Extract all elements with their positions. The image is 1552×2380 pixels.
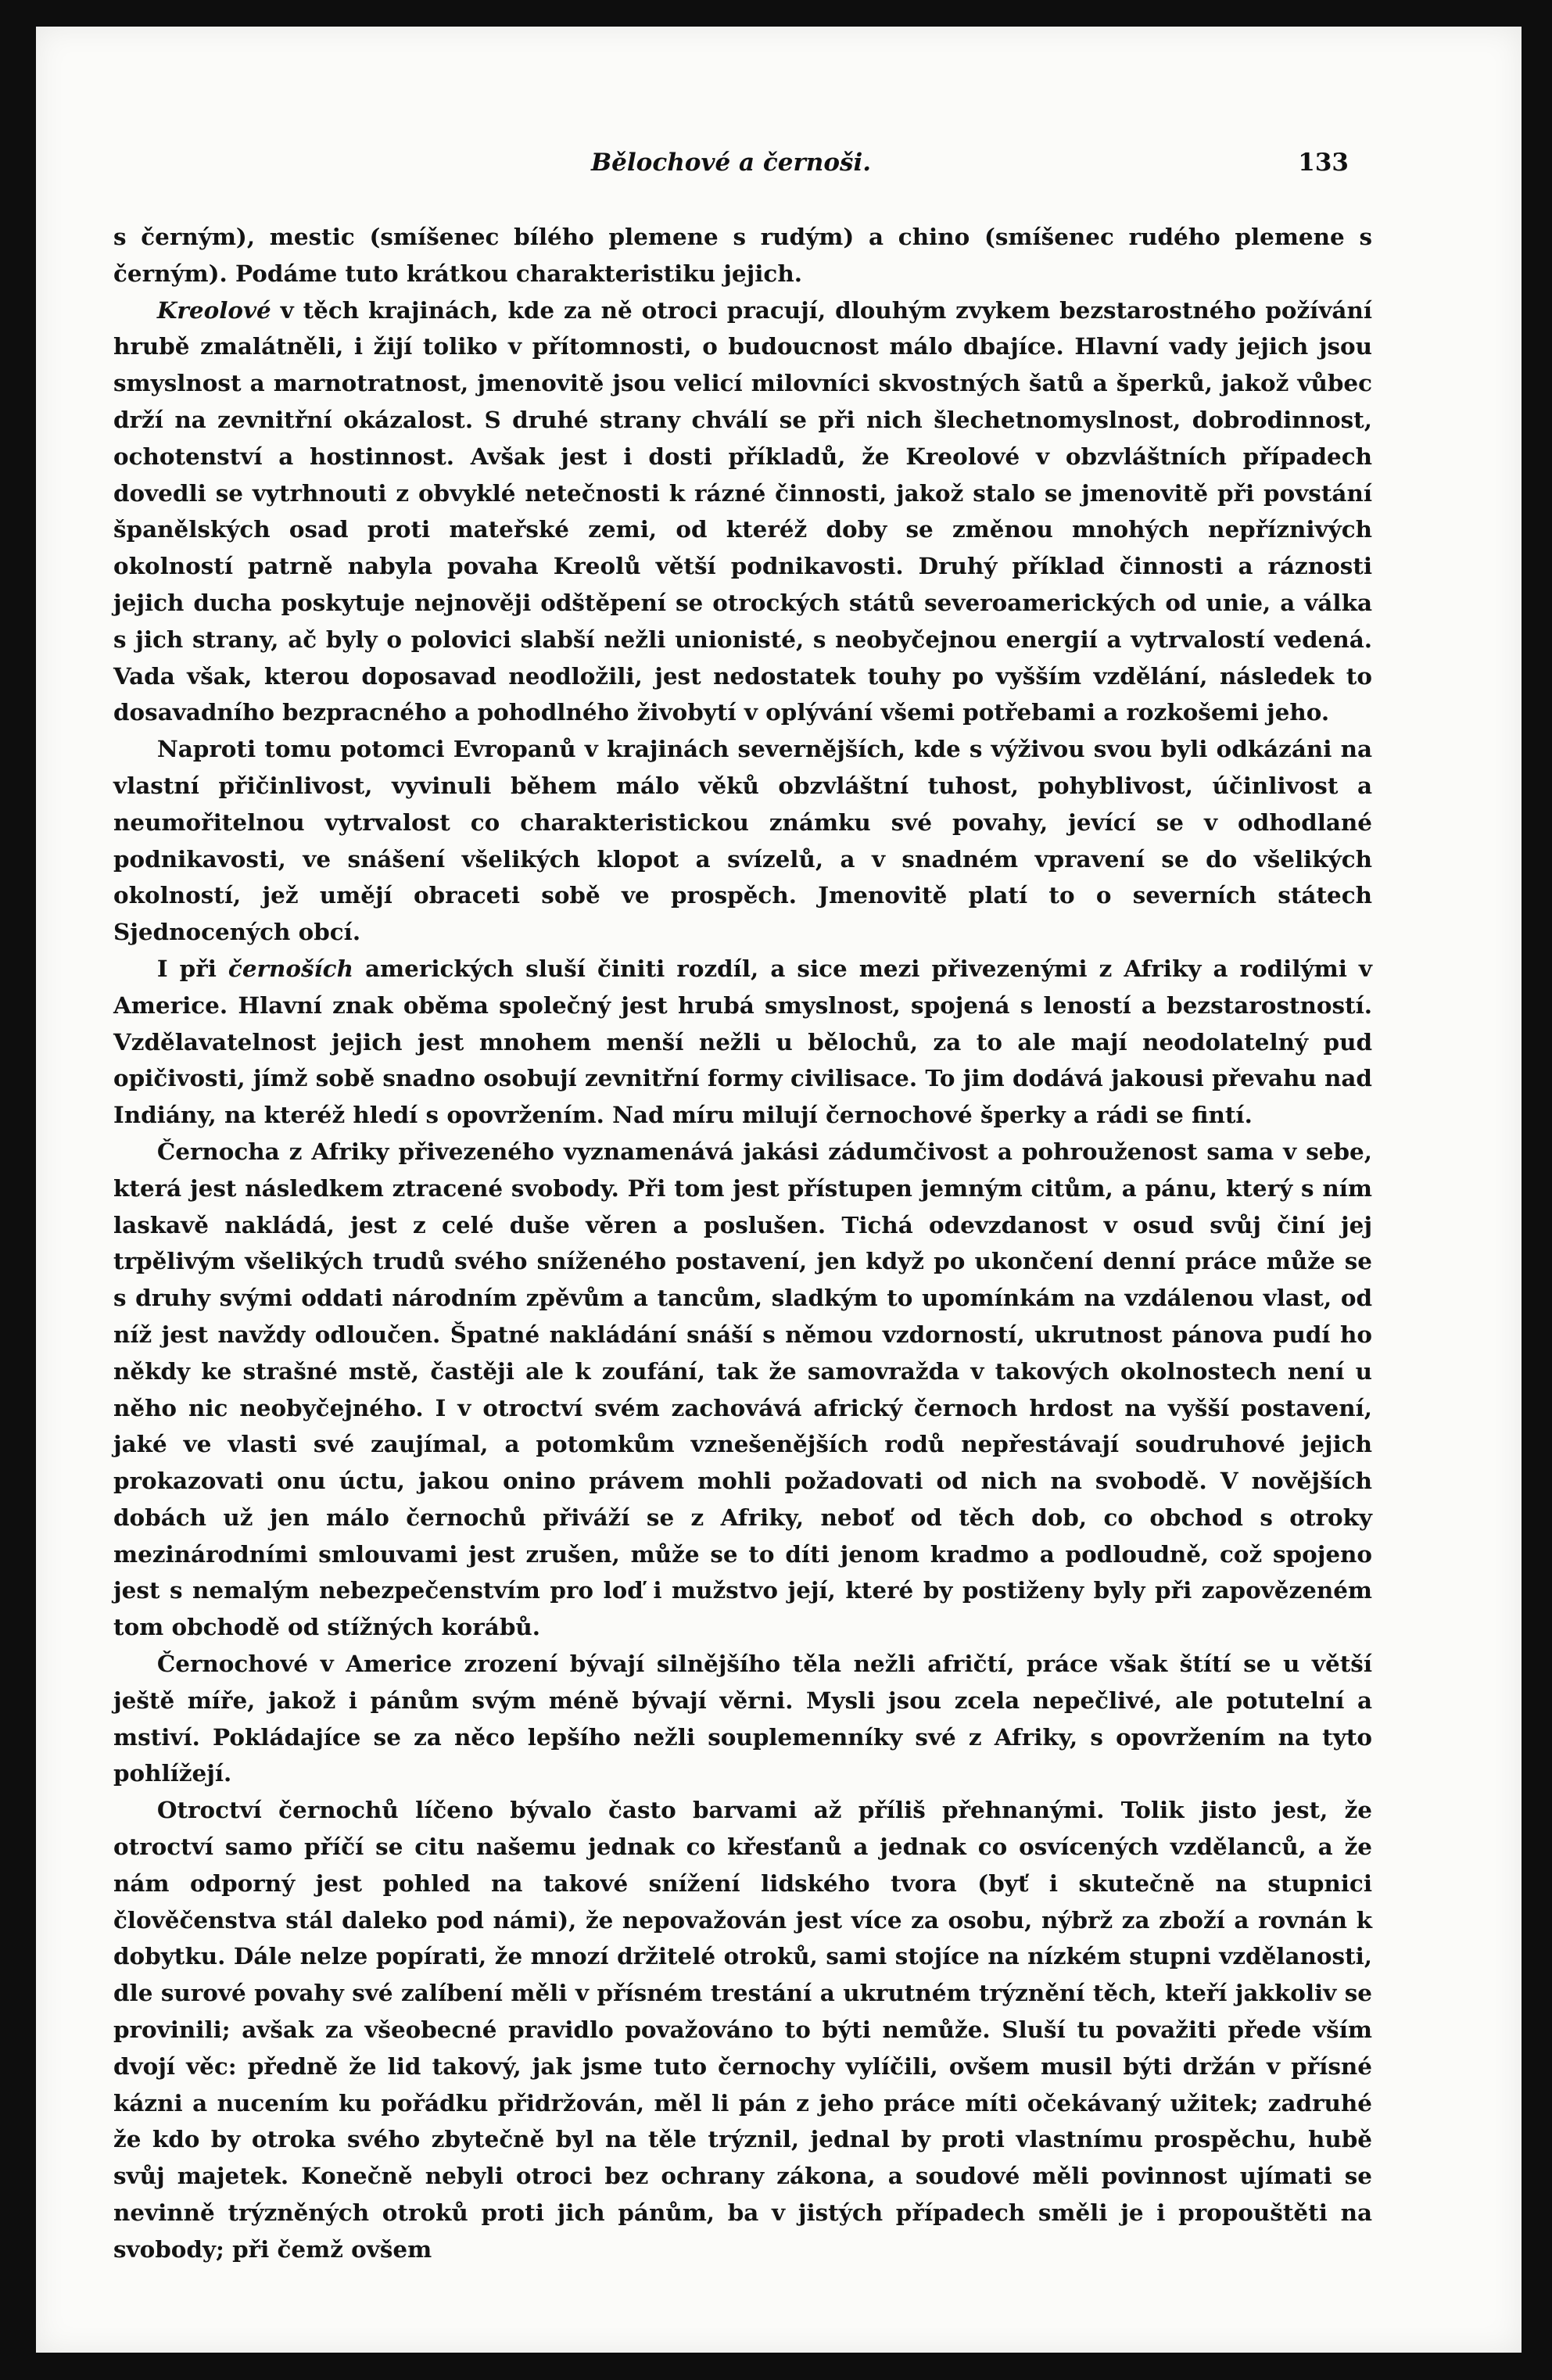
paragraph	[113, 1646, 1372, 1792]
paragraph	[113, 1134, 1372, 1646]
running-title: Bělochové a černoši.	[590, 149, 872, 177]
paragraph-text: v těch krajinách, kde za ně otroci pracují, dlouhým zvykem bezstarostného požívání hrubě zmalátněli, i žijí toliko v přítomnosti, o budoucnost málo dbajíce. Hlavní vady jejich jsou smyslnost a marnotratnost, jmenovitě jsou velicí milovníci skvostných šatů a šperků, jakož vůbec drží na zevnitřní okázalost. S druhé strany chválí se při nich šlechetnomyslnost, dobrodinnost, ochotenství a hostinnost. Avšak jest i dosti příkladů, že Kreolové v obzvláštních případech dovedli se vytrhnouti z obvyklé netečnosti k rázné činnosti, jakož stalo se jmenovitě při povstání španělských osad proti mateřské zemi, od kteréž doby se změnou mnohých nepříznivých okolností patrně nabyla povaha Kreolů větší podnikavosti. Druhý příklad činnosti a ráznosti jejich ducha poskytuje nejnověji odštěpení se otrockých států severoamerických od unie, a válka s jich strany, ač byly o polovici slabší nežli unionisté, s neobyčejnou energií a vytrvalostí vedená. Vada však, kterou doposavad neodložili, jest nedostatek touhy po vyšším vzdělání, následek to dosavadního bezpracného a pohodlného živobytí v oplývání všemi potřebami a rozkošemi jeho.	[113, 296, 1372, 726]
paragraph-lead-plain: I při	[156, 954, 228, 982]
paragraph-lead-italic: Kreolové	[156, 296, 271, 324]
page-header	[113, 149, 1349, 188]
paragraph-text: s černým), mestic (smíšenec bílého plemene s rudým) a chino (smíšenec rudého plemene s černým). Podáme tuto krátkou charakteristiku jejich.	[113, 223, 1372, 287]
paragraph	[113, 1792, 1372, 2267]
paragraph	[113, 951, 1372, 1134]
paragraph	[113, 219, 1372, 292]
paragraph-text: amerických sluší činiti rozdíl, a sice mezi přivezenými z Afriky a rodilými v Americe. Hlavní znak oběma společný jest hrubá smyslnost, spojená s leností a bezstarostností. Vzdělavatelnost jejich jest mnohem menší nežli u bělochů, za to ale mají neodolatelný pud opičivosti, jímž sobě snadno osobují zevnitřní formy civilisace. To jim dodává jakousi převahu nad Indiány, na kteréž hledí s opovržením. Nad míru milují černochové šperky a rádi se fintí.	[113, 954, 1372, 1129]
paragraph-lead-italic: černoších	[228, 954, 353, 982]
paragraph-text: Naproti tomu potomci Evropanů v krajinách severnějších, kde s výživou svou byli odkázáni na vlastní přičinlivost, vyvinuli během málo věků obzvláštní tuhost, pohyblivost, účinlivost a neumořitelnou vytrvalost co charakteristickou známku své povahy, jevící se v odhodlané podnikavosti, ve snášení všelikých klopot a svízelů, a v snadném vpravení se do všelikých okolností, jež umějí obraceti sobě ve prospěch. Jmenovitě platí to o severních státech Sjednocených obcí.	[113, 735, 1372, 946]
paragraph-text: Otroctví černochů líčeno bývalo často barvami až příliš přehnanými. Tolik jisto jest, že otroctví samo příčí se citu našemu jednak co křesťanů a jednak co osvícených vzdělanců, a že nám odporný jest pohled na takové snížení lidského tvora (byť i skutečně na stupnici člověčenstva stál daleko pod námi), že nepovažován jest více za osobu, nýbrž za zboží a rovnán k dobytku. Dále nelze popírati, že mnozí držitelé otroků, sami stojíce na nízkém stupni vzdělanosti, dle surové povahy své zalíbení měli v přísném trestání a ukrutném trýznění těch, kteří jakkoliv se provinili; avšak za všeobecné pravidlo považováno to býti nemůže. Sluší tu považiti přede vším dvojí věc: předně že lid takový, jak jsme tuto černochy vylíčili, ovšem musil býti držán v přísné kázni a nucením ku pořádku přidržován, měl li pán z jeho práce míti očekávaný užitek; zadruhé že kdo by otroka svého zbytečně byl na těle trýznil, jednal by proti vlastnímu prospěchu, hubě svůj majetek. Konečně nebyli otroci bez ochrany zákona, a soudové měli povinnost ujímati se nevinně trýzněných otroků proti jich pánům, ba v jistých případech směli je i propouštěti na svobody; při čemž ovšem	[113, 1796, 1372, 2263]
paragraph	[113, 731, 1372, 951]
paragraph-text: Černocha z Afriky přivezeného vyznamenává jakási zádumčivost a pohrouženost sama v sebe, která jest následkem ztracené svobody. Při tom jest přístupen jemným citům, a pánu, který s ním laskavě nakládá, jest z celé duše věren a poslušen. Tichá odevzdanost v osud svůj činí jej trpělivým všelikých trudů svého sníženého postavení, jen když po ukončení denní práce může se s druhy svými oddati národním zpěvům a tancům, sladkým to upomínkám na vzdálenou vlast, od níž jest navždy odloučen. Špatné nakládání snáší s němou vzdorností, ukrutnost pánova pudí ho někdy ke strašné mstě, častěji ale k zoufání, tak že samovražda v takových okolnostech není u něho nic neobyčejného. I v otroctví svém zachovává africký černoch hrdost na vyšší postavení, jaké ve vlasti své zaujímal, a potomkům vznešenějších rodů nepřestávají soudruhové jejich prokazovati onu úctu, jakou onino právem mohli požadovati od nich na svobodě. V novějších dobách už jen málo černochů přiváží se z Afriky, neboť od těch dob, co obchod s otroky mezinárodními smlouvami jest zrušen, může se to díti jenom kradmo a podloudně, což spojeno jest s nemalým nebezpečenstvím pro loď i mužstvo její, které by postiženy byly při zapovězeném tom obchodě od stížných korábů.	[113, 1137, 1372, 1641]
body-text	[113, 219, 1372, 2299]
paragraph-text: Černochové v Americe zrození bývají silnějšího těla nežli afričtí, práce však štítí se u větší ještě míře, jakož i pánům svým méně bývají věrni. Mysli jsou zcela nepečlivé, ale potutelní a mstiví. Pokládajíce se za něco lepšího nežli souplemenníky své z Afriky, s opovržením na tyto pohlížejí.	[113, 1650, 1372, 1787]
paragraph	[113, 292, 1372, 732]
page-number: 133	[1298, 149, 1349, 177]
